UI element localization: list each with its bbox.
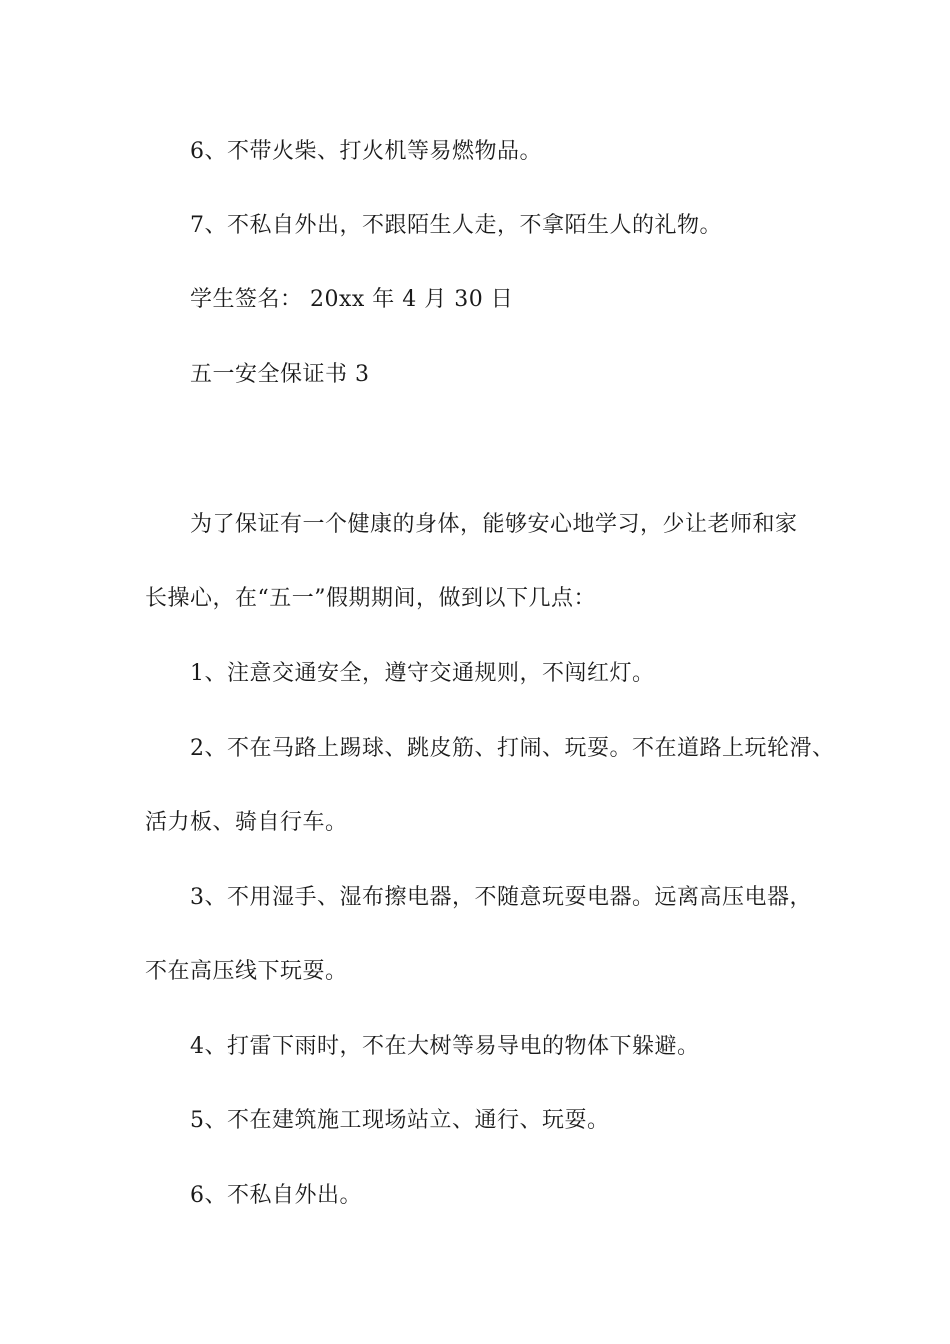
intro-line-2: 长操心，在“五一”假期期间，做到以下几点： bbox=[145, 586, 596, 611]
rule-item-6: 6、不私自外出。 bbox=[190, 1183, 362, 1208]
rule-item-4: 4、打雷下雨时，不在大树等易导电的物体下躲避。 bbox=[190, 1034, 700, 1059]
rule-item-1: 1、注意交通安全，遵守交通规则，不闯红灯。 bbox=[190, 661, 655, 686]
rule-item-3-line-1: 3、不用湿手、湿布擦电器，不随意玩耍电器。远离高压电器， bbox=[190, 885, 812, 910]
rule-item-2-line-2: 活力板、骑自行车。 bbox=[145, 810, 348, 835]
intro-line-1: 为了保证有一个健康的身体，能够安心地学习，少让老师和家 bbox=[190, 512, 798, 537]
signature-line: 学生签名： 20xx 年 4 月 30 日 bbox=[190, 287, 514, 312]
rule-item-7-top: 7、不私自外出，不跟陌生人走，不拿陌生人的礼物。 bbox=[190, 213, 722, 238]
rule-item-3-line-2: 不在高压线下玩耍。 bbox=[145, 959, 348, 984]
rule-item-2-line-1: 2、不在马路上踢球、跳皮筋、打闹、玩耍。不在道路上玩轮滑、 bbox=[190, 736, 835, 761]
rule-item-6-top: 6、不带火柴、打火机等易燃物品。 bbox=[190, 139, 542, 164]
section-title: 五一安全保证书 3 bbox=[190, 362, 370, 387]
rule-item-5: 5、不在建筑施工现场站立、通行、玩耍。 bbox=[190, 1108, 610, 1133]
